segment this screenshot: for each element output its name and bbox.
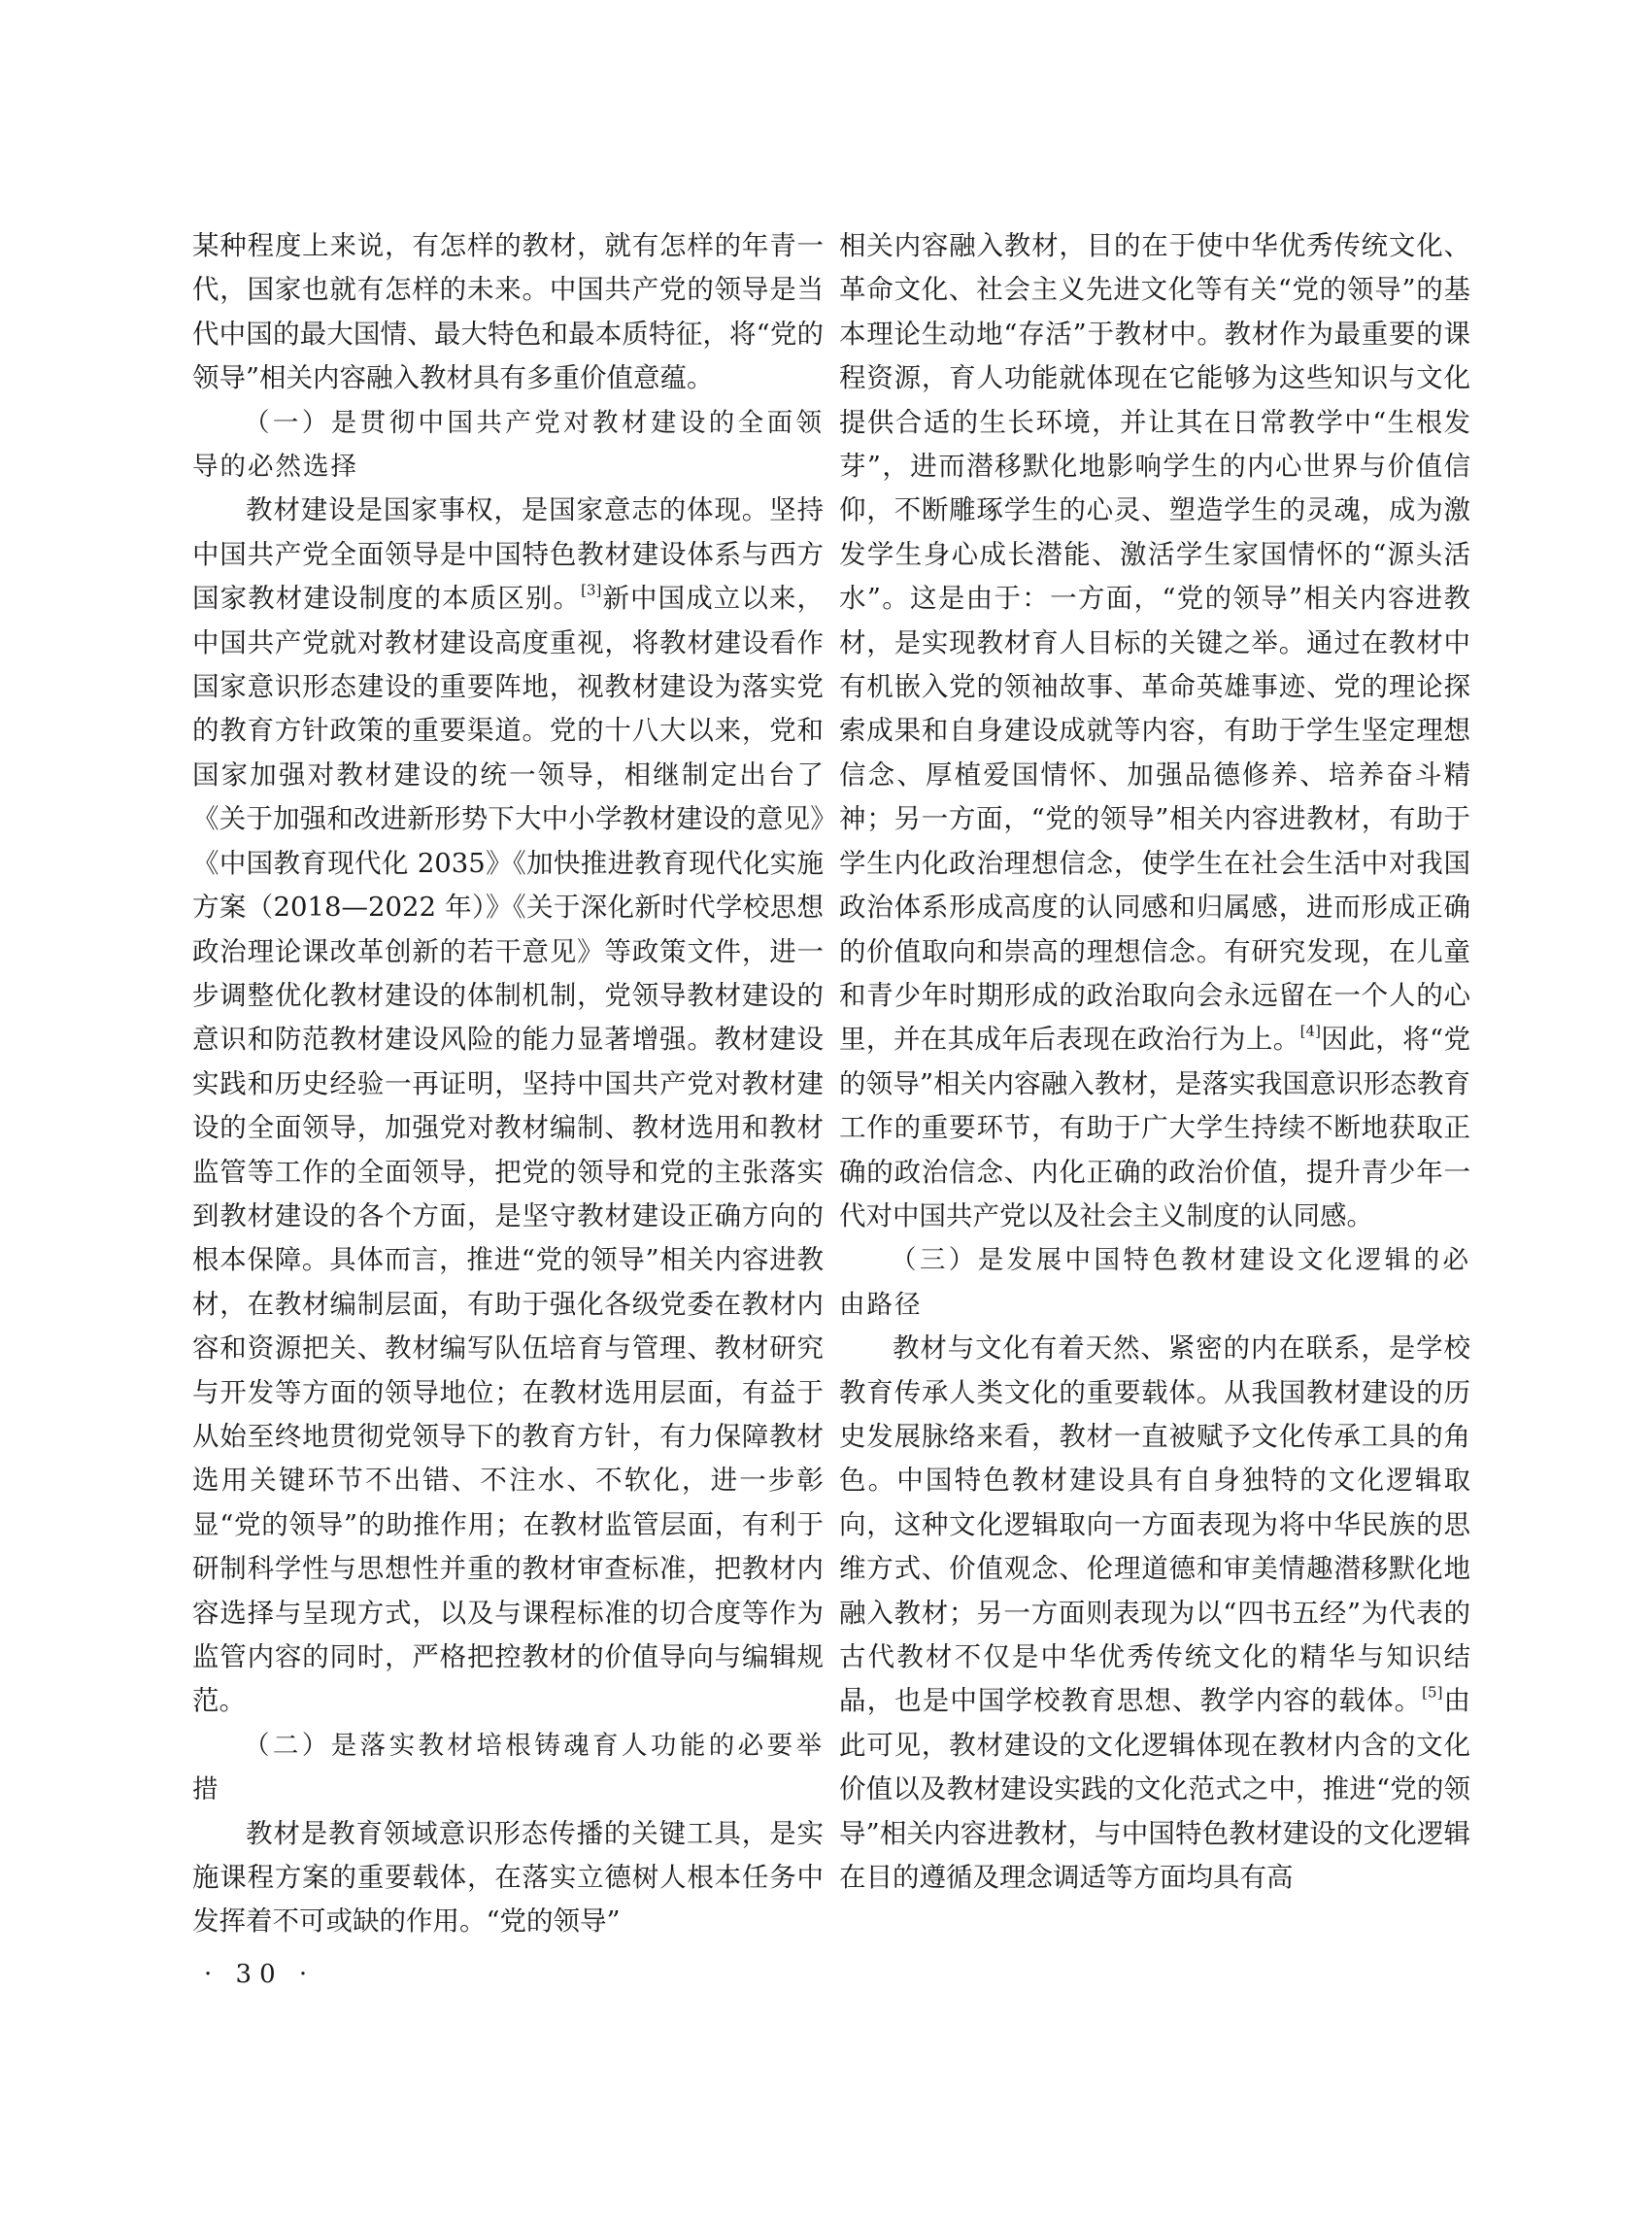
right-column — [839, 224, 1470, 1900]
section-heading-1: （一）是贯彻中国共产党对教材建设的全面领导的必然选择 — [192, 407, 824, 483]
paragraph: 教材是教育领域意识形态传播的关键工具，是实施课程方案的重要载体，在落实立德树人根本任务中发挥着不可或缺的作用。“党的领导” — [192, 1817, 824, 1938]
paragraph-text: 相关内容融入教材，目的在于使中华优秀传统文化、革命文化、社会主义先进文化等有关“党的领导”的基本理论生动地“存活”于教材中。教材作为最重要的课程资源，育人功能就体现在它能够为这些知识与文化提供合适的生长环境，并让其在日常教学中“生根发芽”，进而潜移默化地影响学生的内心世界与价值信仰，不断雕琢学生的心灵、塑造学生的灵魂，成为激发学生身心成长潜能、激活学生家国情怀的“源头活水”。这是由于：一方面，“党的领导”相关内容进教材，是实现教材育人目标的关键之举。通过在教材中有机嵌入党的领袖故事、革命英雄事迹、党的理论探索成果和自身建设成就等内容，有助于学生坚定理想信念、厚植爱国情怀、加强品德修养、培养奋斗精神；另一方面，“党的领导”相关内容进教材，有助于学生内化政治理想信念，使学生在社会生活中对我国政治体系形成高度的认同感和归属感，进而形成正确的价值取向和崇高的理想信念。有研究发现，在儿童和青少年时期形成的政治取向会永远留在一个人的心里，并在其成年后表现在政治行为上。 — [839, 230, 1470, 1056]
paragraph: 某种程度上来说，有怎样的教材，就有怎样的年青一代，国家也就有怎样的未来。中国共产党的领导是当代中国的最大国情、最大特色和最本质特征，将“党的领导”相关内容融入教材具有多重价值意蕴。 — [192, 230, 824, 394]
citation-5[interactable]: [5] — [1422, 1683, 1443, 1702]
paragraph — [192, 489, 824, 1723]
section-heading-2: （二）是落实教材培根铸魂育人功能的必要举措 — [192, 1730, 824, 1805]
page-number: · 30 · — [204, 1960, 316, 1989]
paragraph-text: 由此可见，教材建设的文化逻辑体现在教材内含的文化价值以及教材建设实践的文化范式之中，推进“党的领导”相关内容进教材，与中国特色教材建设的文化逻辑在目的遵循及理念调适等方面均具有高 — [839, 1685, 1471, 1894]
citation-3[interactable]: [3] — [581, 581, 602, 599]
paragraph — [839, 1327, 1470, 1900]
section-heading-3: （三）是发展中国特色教材建设文化逻辑的必由路径 — [839, 1245, 1470, 1320]
paragraph-text: 教材建设是国家事权，是国家意志的体现。坚持中国共产党全面领导是中国特色教材建设体系与西方国家教材建设制度的本质区别。 — [192, 494, 824, 615]
paragraph — [839, 224, 1470, 1238]
paragraph-text: 新中国成立以来，中国共产党就对教材建设高度重视，将教材建设看作国家意识形态建设的重要阵地，视教材建设为落实党的教育方针政策的重要渠道。党的十八大以来，党和国家加强对教材建设的统一领导，相继制定出台了《关于加强和改进新形势下大中小学教材建设的意见》《中国教育现代化 2035》《加快推进教育现代化实施方案（2018—2022 年）》《关于深化新时代学校思想政治理论课改革创新的若干意见》等政策文件，进一步调整优化教材建设的体制机制，党领导教材建设的意识和防范教材建设风险的能力显著增强。教材建设实践和历史经验一再证明，坚持中国共产党对教材建设的全面领导，加强党对教材编制、教材选用和教材监管等工作的全面领导，把党的领导和党的主张落实到教材建设的各个方面，是坚守教材建设正确方向的根本保障。具体而言，推进“党的领导”相关内容进教材，在教材编制层面，有助于强化各级党委在教材内容和资源把关、教材编写队伍培育与管理、教材研究与开发等方面的领导地位；在教材选用层面，有益于从始至终地贯彻党领导下的教育方针，有力保障教材选用关键环节不出错、不注水、不软化，进一步彰显“党的领导”的助推作用；在教材监管层面，有利于研制科学性与思想性并重的教材审查标准，把教材内容选择与呈现方式，以及与课程标准的切合度等作为监管内容的同时，严格把控教材的价值导向与编辑规范。 — [192, 583, 825, 1717]
citation-4[interactable]: [4] — [1299, 1022, 1321, 1040]
paragraph-text: 教材与文化有着天然、紧密的内在联系，是学校教育传承人类文化的重要载体。从我国教材建设的历史发展脉络来看，教材一直被赋予文化传承工具的角色。中国特色教材建设具有自身独特的文化逻辑取向，这种文化逻辑取向一方面表现为将中华民族的思维方式、价值观念、伦理道德和审美情趣潜移默化地融入教材；另一方面则表现为以“四书五经”为代表的古代教材不仅是中华优秀传统文化的精华与知识结晶，也是中国学校教育思想、教学内容的载体。 — [839, 1332, 1470, 1717]
paragraph-text: 因此，将“党的领导”相关内容融入教材，是落实我国意识形态教育工作的重要环节，有助于广大学生持续不断地获取正确的政治信念、内化正确的政治价值，提升青少年一代对中国共产党以及社会主义制度的认同感。 — [839, 1024, 1471, 1231]
left-column — [192, 224, 824, 1944]
